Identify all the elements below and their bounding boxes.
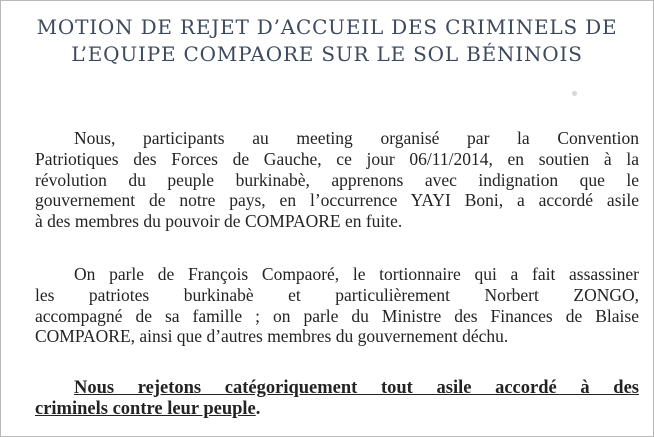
declaration-period: . — [255, 399, 261, 419]
title-line-2: L’EQUIPE COMPAORE SUR LE SOL BÉNINOIS — [71, 42, 583, 66]
title-line-1: MOTION DE REJET D’ACCUEIL DES CRIMINELS DE — [36, 15, 618, 39]
paragraph-2-line: les patriotes burkinabè et particulièrement Norbert ZONGO, — [35, 284, 639, 305]
paragraph-1-line: Nous, participants au meeting organisé par la Convention — [74, 128, 639, 148]
paragraph-1-line: gouvernement de notre pays, en l’occurrence YAYI Boni, a accordé asile — [35, 190, 639, 211]
paragraph-1-line: Patriotiques des Forces de Gauche, ce jour 06/11/2014, en soutien à la — [35, 148, 639, 169]
paragraph-2 — [35, 264, 639, 347]
paragraph-2-line: On parle de François Compaoré, le tortionnaire qui a fait assassiner — [74, 264, 639, 284]
declaration-line-2 — [35, 399, 639, 420]
paragraph-1-line: à des membres du pouvoir de COMPAORE en fuite. — [35, 211, 403, 232]
paragraph-1 — [35, 128, 639, 232]
paragraph-1-line: révolution du peuple burkinabè, apprenons avec indignation que le — [35, 169, 639, 190]
paragraph-2-line: COMPAORE, ainsi que d’autres membres du gouvernement déchu. — [35, 326, 509, 347]
document-title — [1, 14, 653, 68]
declaration-line-1: Nous rejetons catégoriquement tout asile accordé à des — [74, 378, 639, 398]
declaration-underlined-text: criminels contre leur peuple — [35, 399, 256, 419]
paragraph-2-line: accompagné de sa famille ; on parle du Ministre des Finances de Blaise — [35, 305, 639, 326]
paragraph-3-declaration — [35, 378, 639, 420]
scan-speck — [572, 91, 577, 96]
